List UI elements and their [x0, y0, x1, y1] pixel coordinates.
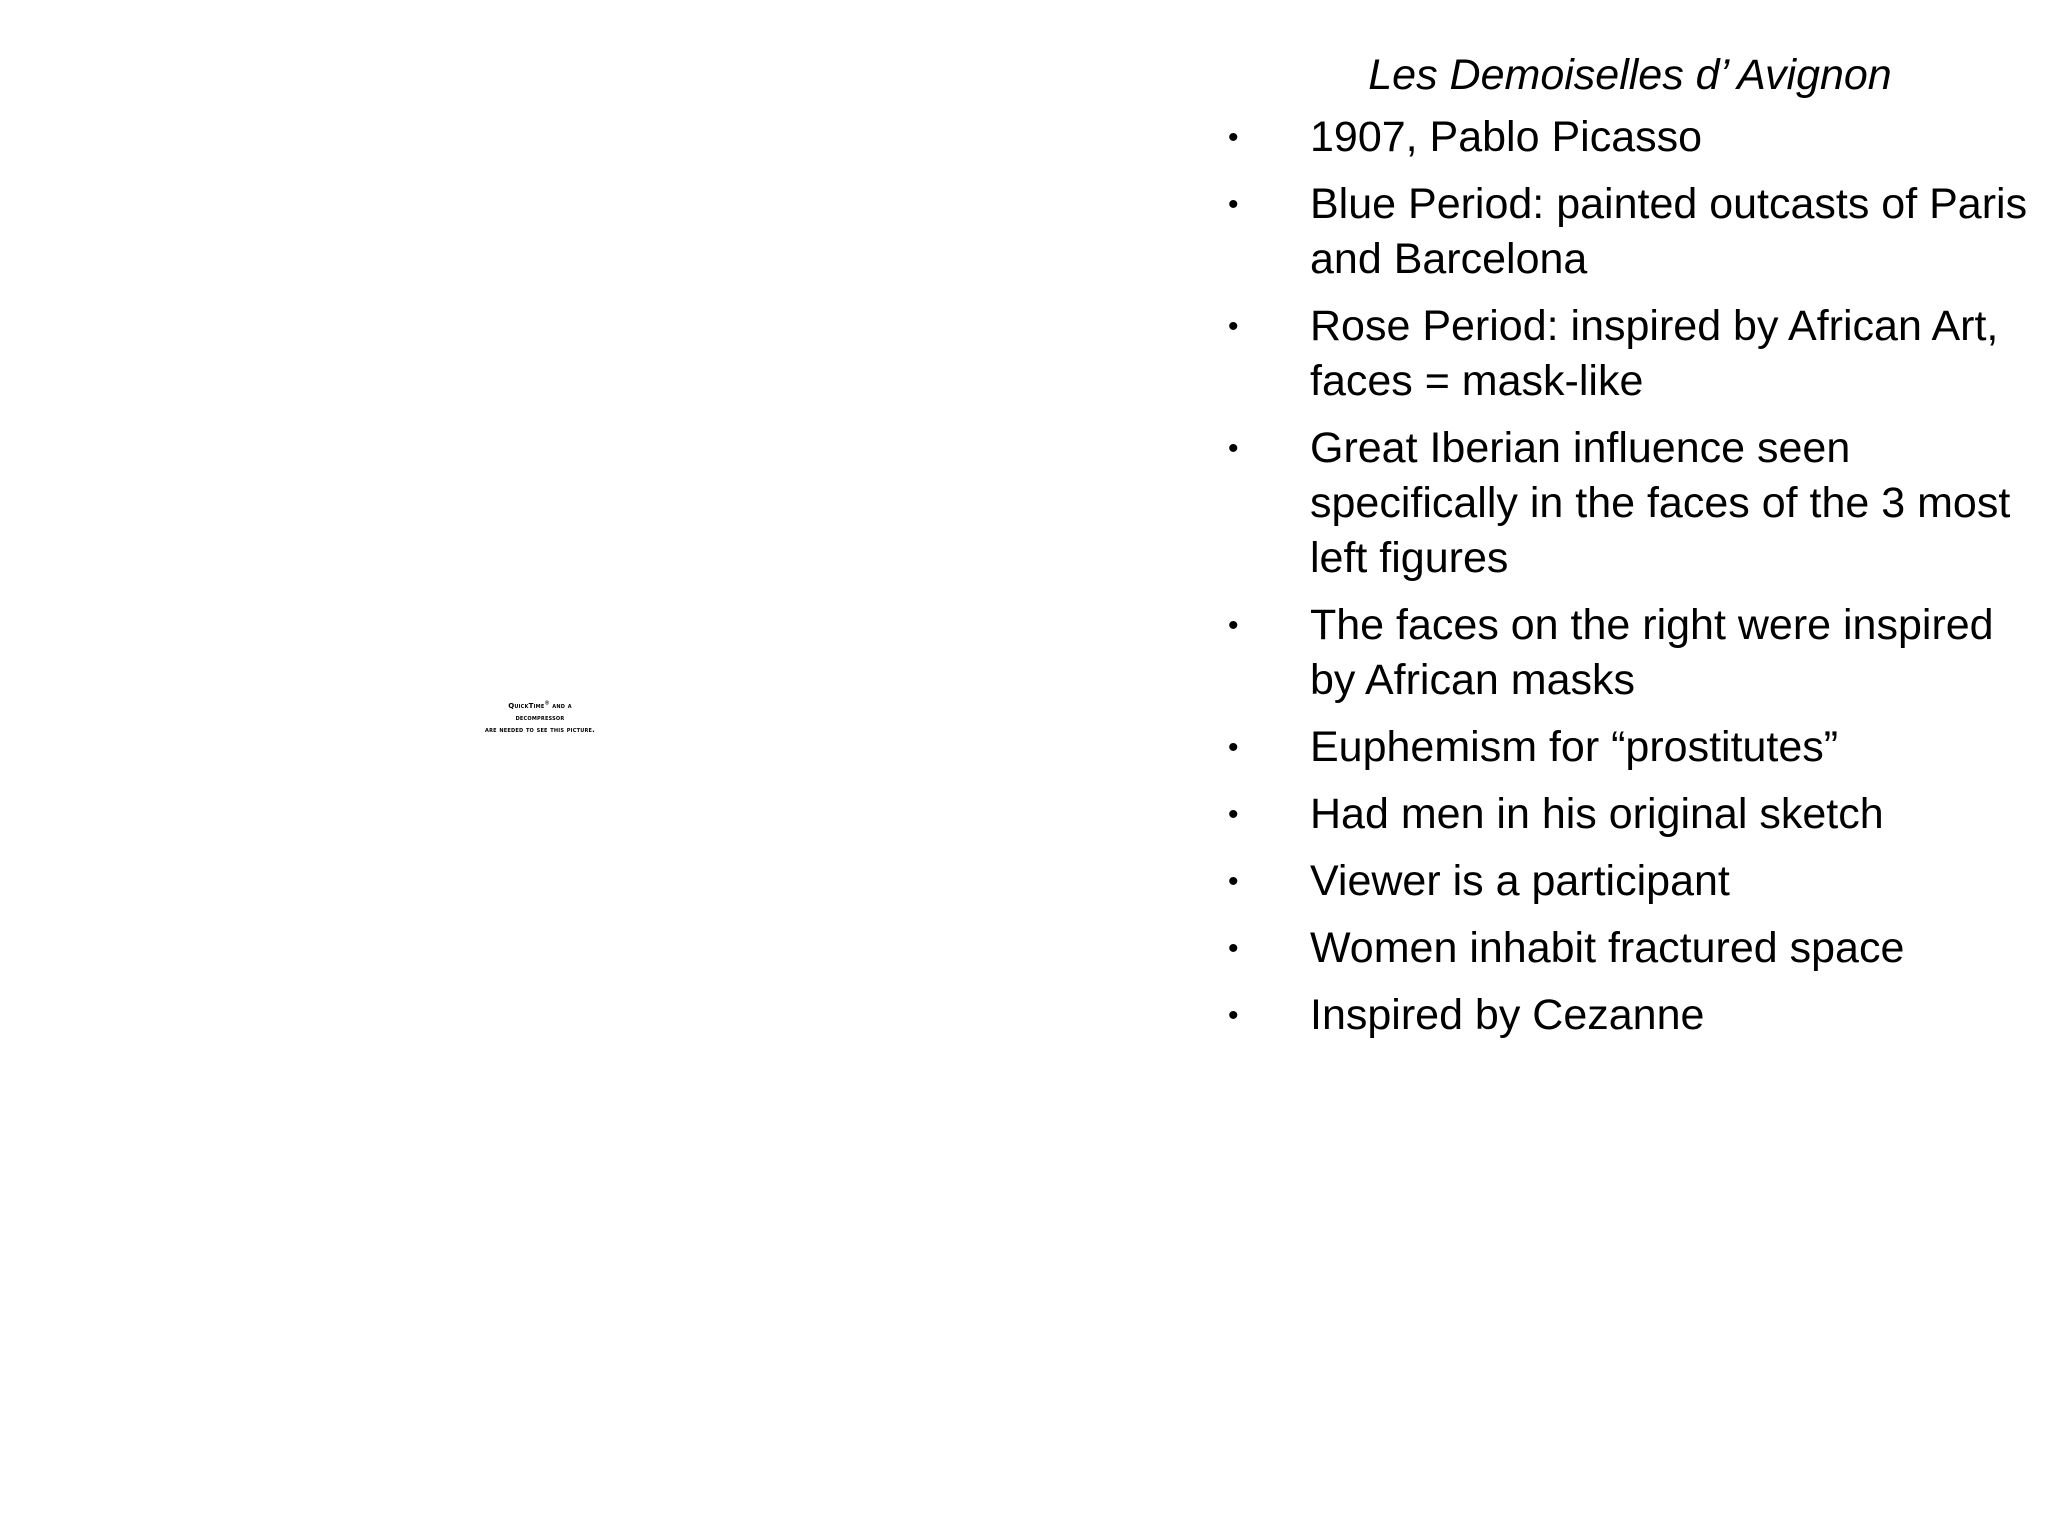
bullet-icon: •: [1228, 932, 1239, 965]
bullet-item: [1228, 720, 2028, 775]
placeholder-line-1: [440, 700, 640, 712]
bullet-icon: •: [1228, 310, 1239, 343]
bullet-icon: •: [1228, 731, 1239, 764]
placeholder-quicktime: QuickTime: [508, 702, 545, 710]
bullet-text: Rose Period: inspired by African Art, faces = mask-like: [1310, 302, 1999, 405]
bullet-icon: •: [1228, 798, 1239, 831]
bullet-text: Viewer is a participant: [1310, 857, 1730, 905]
bullet-list: [1228, 110, 2028, 1055]
bullet-icon: •: [1228, 188, 1239, 221]
bullet-item: [1228, 921, 2028, 976]
bullet-icon: •: [1228, 609, 1239, 642]
bullet-item: [1228, 177, 2028, 287]
bullet-icon: •: [1228, 999, 1239, 1032]
registered-mark: ®: [544, 700, 550, 707]
bullet-icon: •: [1228, 432, 1239, 465]
bullet-text: Blue Period: painted outcasts of Paris and Barcelona: [1310, 180, 2028, 283]
bullet-item: [1228, 110, 2028, 165]
bullet-item: [1228, 854, 2028, 909]
bullet-text: Great Iberian influence seen specifically in the faces of the 3 most left figures: [1310, 424, 2011, 582]
slide-title: Les Demoiselles d’ Avignon: [1368, 51, 1892, 99]
bullet-item: [1228, 299, 2028, 409]
bullet-text: Women inhabit fractured space: [1310, 924, 1905, 972]
bullet-text: Euphemism for “prostitutes”: [1310, 723, 1839, 771]
bullet-icon: •: [1228, 865, 1239, 898]
bullet-item: [1228, 988, 2028, 1043]
placeholder-line-3: are needed to see this picture.: [485, 726, 595, 734]
bullet-item: [1228, 421, 2028, 586]
bullet-icon: •: [1228, 121, 1239, 154]
bullet-text: 1907, Pablo Picasso: [1310, 113, 1703, 161]
bullet-text: Had men in his original sketch: [1310, 790, 1884, 838]
placeholder-and-a: and a: [549, 702, 572, 710]
bullet-text: Inspired by Cezanne: [1310, 991, 1705, 1039]
placeholder-line-2: decompressor: [515, 714, 565, 722]
quicktime-placeholder: [440, 700, 640, 736]
bullet-item: [1228, 787, 2028, 842]
bullet-text: The faces on the right were inspired by African masks: [1310, 601, 1994, 704]
bullet-item: [1228, 598, 2028, 708]
